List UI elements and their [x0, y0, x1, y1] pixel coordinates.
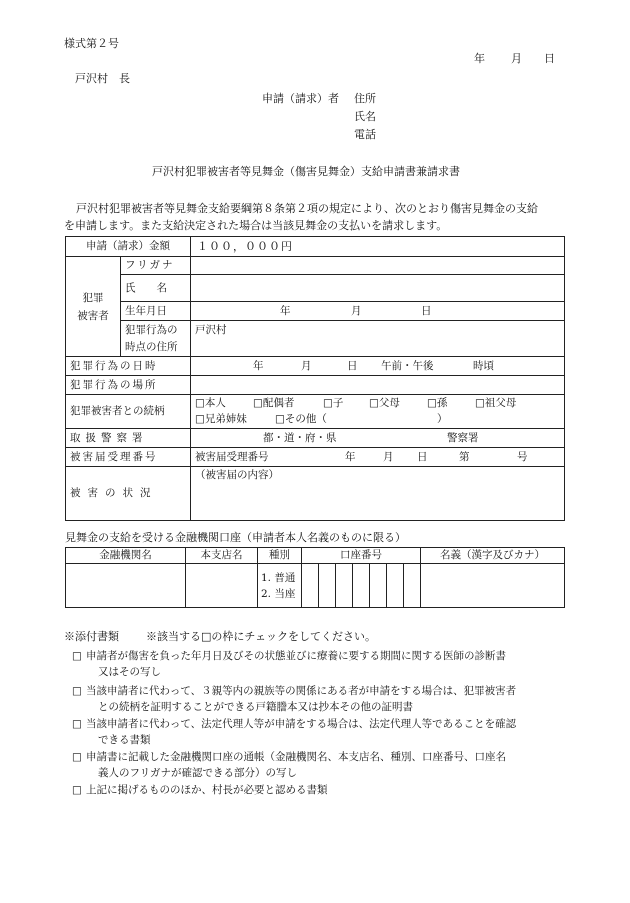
- crime-year: 年: [253, 360, 264, 372]
- date-year: 年: [474, 52, 485, 65]
- relation-other-close: ）: [437, 413, 448, 425]
- furigana-field[interactable]: [191, 257, 565, 275]
- address-label-2: 時点の住所: [125, 340, 178, 353]
- attachments-note: ※該当する□の枠にチェックをしてください。: [146, 630, 377, 643]
- bank-heading: 見舞金の支給を受ける金融機関口座（申請者本人名義のものに限る）: [65, 531, 406, 544]
- police-suffix: 警察署: [447, 432, 479, 444]
- attachment-text: 義人のフリガナが確認できる部分）の写し: [98, 767, 297, 779]
- bank-header-name: 金融機関名: [66, 548, 186, 564]
- relation-grandchild-checkbox[interactable]: □孫: [427, 397, 448, 409]
- crime-month: 月: [301, 360, 312, 372]
- account-digit[interactable]: [353, 564, 370, 608]
- birth-month: 月: [351, 305, 362, 317]
- report-go: 号: [517, 451, 528, 463]
- account-digit[interactable]: [387, 564, 404, 608]
- relation-self-checkbox[interactable]: □本人: [195, 397, 226, 409]
- bank-type-field[interactable]: [258, 564, 302, 608]
- bank-table: [65, 547, 565, 608]
- police-label: 取扱警察署: [66, 429, 191, 448]
- bank-header-account: 口座番号: [302, 548, 421, 564]
- report-label: 被害届受理番号: [66, 448, 191, 467]
- attachment-checkbox[interactable]: □: [72, 650, 82, 662]
- attachment-text: 当該申請者に代わって、法定代理人等が申請をする場合は、法定代理人等であることを確認: [86, 718, 517, 730]
- crime-place-label: 犯罪行為の場所: [66, 376, 191, 395]
- applicant-address-label: 住所: [354, 92, 376, 105]
- applicant-name-label: 氏名: [354, 110, 376, 123]
- bank-header-type: 種別: [258, 548, 302, 564]
- type-ordinary: 1. 普通: [261, 571, 296, 584]
- intro-line-2: を申請します。また支給決定された場合は当該見舞金の支払いを請求します。: [64, 219, 448, 232]
- attachment-checkbox[interactable]: □: [72, 784, 82, 796]
- attachment-text: 上記に掲げるもののほか、村長が必要と認める書類: [86, 784, 328, 796]
- damage-label: 被害の状況: [66, 467, 191, 521]
- attachment-item: [72, 716, 586, 748]
- attachment-item: [72, 782, 586, 798]
- applicant-phone-label: 電話: [354, 128, 376, 141]
- attachments-label: ※添付書類: [64, 630, 119, 643]
- name-field[interactable]: [191, 275, 565, 302]
- victim-label-1: 犯罪: [82, 291, 104, 304]
- attachment-checkbox[interactable]: □: [72, 751, 82, 763]
- relation-grandparent-checkbox[interactable]: □祖父母: [475, 397, 517, 409]
- crime-time: 時頃: [473, 360, 494, 372]
- birth-day: 日: [421, 305, 432, 317]
- bank-name-field[interactable]: [66, 564, 186, 608]
- relation-label: 犯罪被害者との続柄: [66, 395, 191, 429]
- account-digit[interactable]: [302, 564, 319, 608]
- relation-other-checkbox[interactable]: □その他（: [275, 413, 327, 425]
- victim-label: [66, 257, 121, 357]
- amount-label: 申請（請求）金額: [66, 237, 191, 257]
- bank-holder-field[interactable]: [421, 564, 565, 608]
- relation-parent-checkbox[interactable]: □父母: [369, 397, 400, 409]
- victim-label-2: 被害者: [77, 309, 109, 322]
- attachment-checkbox[interactable]: □: [72, 718, 82, 730]
- address-label-1: 犯罪行為の: [125, 323, 178, 336]
- name-label: 氏 名: [121, 275, 191, 302]
- report-field[interactable]: [191, 448, 565, 467]
- addressee: 戸沢村 長: [75, 72, 130, 85]
- address-label: [121, 321, 191, 357]
- relation-spouse-checkbox[interactable]: □配偶者: [253, 397, 295, 409]
- type-current: 2. 当座: [261, 587, 296, 600]
- address-value[interactable]: 戸沢村: [191, 321, 565, 357]
- report-day: 日: [417, 451, 428, 463]
- attachment-text: 申請書に記載した金融機関口座の通帳（金融機関名、本支店名、種別、口座番号、口座名: [86, 751, 506, 763]
- applicant-label: 申請（請求）者: [262, 92, 339, 105]
- relation-options: [191, 395, 565, 429]
- report-year: 年: [345, 451, 356, 463]
- relation-sibling-checkbox[interactable]: □兄弟姉妹: [195, 413, 247, 425]
- report-dai: 第: [459, 451, 470, 463]
- relation-child-checkbox[interactable]: □子: [323, 397, 344, 409]
- furigana-label: フリガナ: [121, 257, 191, 275]
- bank-header-holder: 名義（漢字及びカナ）: [421, 548, 565, 564]
- attachment-checkbox[interactable]: □: [72, 685, 82, 697]
- birth-field[interactable]: [191, 302, 565, 321]
- birth-label: 生年月日: [121, 302, 191, 321]
- account-digit[interactable]: [370, 564, 387, 608]
- crime-day: 日: [347, 360, 358, 372]
- intro-line-1: 戸沢村犯罪被害者等見舞金支給要綱第８条第２項の規定により、次のとおり傷害見舞金の支給: [76, 202, 538, 215]
- application-table: [65, 236, 565, 521]
- date-month: 月: [511, 52, 522, 65]
- attachment-item: [72, 749, 586, 781]
- account-digit[interactable]: [319, 564, 336, 608]
- attachment-text: 又はその写し: [98, 666, 161, 678]
- police-prefecture: 都・道・府・県: [263, 432, 337, 444]
- page-title: 戸沢村犯罪被害者等見舞金（傷害見舞金）支給申請書兼請求書: [152, 165, 460, 178]
- attachment-text: との続柄を証明することができる戸籍謄本又は抄本その他の証明書: [98, 701, 413, 713]
- attachment-text: 当該申請者に代わって、３親等内の親族等の関係にある者が申請をする場合は、犯罪被害者: [86, 685, 517, 697]
- police-field[interactable]: [191, 429, 565, 448]
- date-day: 日: [544, 52, 555, 65]
- crime-datetime-label: 犯罪行為の日時: [66, 357, 191, 376]
- amount-value[interactable]: １００，０００円: [191, 237, 565, 257]
- damage-value[interactable]: （被害届の内容）: [191, 467, 565, 521]
- report-prefix: 被害届受理番号: [195, 451, 269, 463]
- attachment-text: できる書類: [98, 734, 151, 746]
- account-digit[interactable]: [404, 564, 421, 608]
- attachment-text: 申請者が傷害を負った年月日及びその状態並びに療養に要する期間に関する医師の診断書: [86, 650, 506, 662]
- attachment-item: [72, 648, 586, 680]
- account-digit[interactable]: [336, 564, 353, 608]
- crime-ampm: 午前・午後: [381, 360, 434, 372]
- form-number: 様式第２号: [64, 37, 119, 50]
- crime-place-field[interactable]: [191, 376, 565, 395]
- bank-header-branch: 本支店名: [186, 548, 258, 564]
- attachment-item: [72, 683, 586, 715]
- bank-branch-field[interactable]: [186, 564, 258, 608]
- report-month: 月: [383, 451, 394, 463]
- crime-datetime-field[interactable]: [191, 357, 565, 376]
- birth-year: 年: [280, 305, 291, 317]
